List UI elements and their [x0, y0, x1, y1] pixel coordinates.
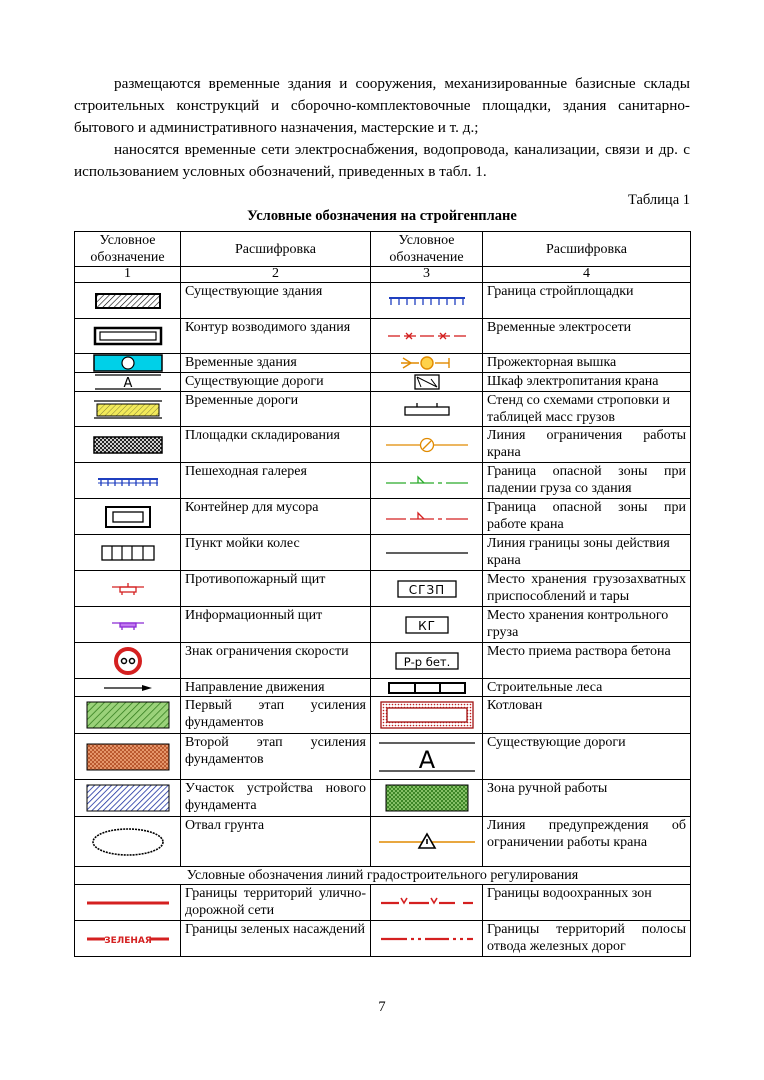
waste-container-symbol — [75, 499, 181, 535]
legend-label: Граница стройплощадки — [483, 283, 691, 319]
kg-label: КГ — [417, 618, 436, 633]
existing-roads-large-symbol — [371, 734, 483, 780]
crane-danger-zone-symbol — [371, 499, 483, 535]
header-meaning-2: Расшифровка — [483, 232, 691, 267]
legend-label: Существующие дороги — [483, 734, 691, 780]
legend-label: Границы территорий улично-дорожной сети — [181, 885, 371, 921]
header-meaning-1: Расшифровка — [181, 232, 371, 267]
info-board-symbol — [75, 607, 181, 643]
paragraph-1: размещаются временные здания и сооружения, механизированные базисные склады строительных конструкций и сборочно-комплектовочные площадки, здания санитарно-бытового и административного назначения, мастерские и т. д.; — [74, 75, 690, 136]
legend-label: Граница опасной зоны при падении груза со здания — [483, 463, 691, 499]
foundation-stage-2-symbol — [75, 734, 181, 780]
paragraph-2: наносятся временные сети электроснабжения, водопровода, канализации, связи и др. с использованием условных обозначений, приведенных в табл. 1. — [74, 141, 690, 180]
table-number: Таблица 1 — [627, 192, 690, 208]
legend-table — [74, 231, 691, 957]
legend-label: Место хранения контрольного груза — [483, 607, 691, 643]
street-network-boundary-symbol — [75, 885, 181, 921]
legend-label: Шкаф электропитания крана — [483, 373, 691, 392]
green-space-boundary-symbol — [75, 921, 181, 957]
control-weight-storage-symbol — [371, 607, 483, 643]
foundation-stage-1-symbol — [75, 697, 181, 734]
page-number: 7 — [378, 999, 386, 1015]
concrete-label: Р-р бет. — [403, 654, 450, 669]
traffic-direction-symbol — [75, 679, 181, 697]
scaffolding-symbol — [371, 679, 483, 697]
legend-label: Граница опасной зоны при работе крана — [483, 499, 691, 535]
legend-label: Существующие здания — [181, 283, 371, 319]
fire-shield-symbol — [75, 571, 181, 607]
legend-label: Временные электросети — [483, 319, 691, 354]
existing-buildings-symbol — [75, 283, 181, 319]
temporary-roads-symbol — [75, 392, 181, 427]
table-title: Условные обозначения на стройгенплане — [247, 208, 517, 224]
legend-label: Линия ограничения работы крана — [483, 427, 691, 463]
legend-label: Отвал грунта — [181, 817, 371, 867]
section-title: Условные обозначения линий градостроительного регулирования — [75, 867, 691, 885]
existing-roads-symbol — [75, 373, 181, 392]
legend-label: Границы территорий полосы отвода железных дорог — [483, 921, 691, 957]
legend-label: Строительные леса — [483, 679, 691, 697]
legend-label: Котлован — [483, 697, 691, 734]
floodlight-tower-symbol — [371, 354, 483, 373]
water-protection-zone-symbol — [371, 885, 483, 921]
legend-label: Участок устройства нового фундамента — [181, 780, 371, 817]
legend-label: Границы зеленых насаждений — [181, 921, 371, 957]
crane-power-cabinet-symbol — [371, 373, 483, 392]
header-symbol-2: Условное обозначение — [371, 232, 483, 267]
road-letter: А — [123, 376, 132, 391]
header-symbol-1: Условное обозначение — [75, 232, 181, 267]
legend-label: Контур возводимого здания — [181, 319, 371, 354]
col-number: 3 — [371, 267, 483, 283]
green-label: ЗЕЛЕНАЯ — [103, 935, 152, 946]
legend-label: Знак ограничения скорости — [181, 643, 371, 679]
temporary-buildings-symbol — [75, 354, 181, 373]
legend-label: Место хранения грузозахватных приспособлений и тары — [483, 571, 691, 607]
speed-limit-sign-symbol — [75, 643, 181, 679]
soil-dump-symbol — [75, 817, 181, 867]
legend-label: Пешеходная галерея — [181, 463, 371, 499]
legend-label: Линия предупреждения об ограничении работы крана — [483, 817, 691, 867]
pedestrian-gallery-symbol — [75, 463, 181, 499]
wheel-wash-symbol — [75, 535, 181, 571]
concrete-reception-symbol — [371, 643, 483, 679]
crane-warning-line-symbol — [371, 817, 483, 867]
legend-label: Направление движения — [181, 679, 371, 697]
legend-label: Границы водоохранных зон — [483, 885, 691, 921]
legend-label: Место приема раствора бетона — [483, 643, 691, 679]
pit-symbol — [371, 697, 483, 734]
legend-label: Линия границы зоны действия крана — [483, 535, 691, 571]
legend-label: Контейнер для мусора — [181, 499, 371, 535]
legend-label: Информационный щит — [181, 607, 371, 643]
legend-label: Первый этап усиления фундаментов — [181, 697, 371, 734]
site-boundary-symbol — [371, 283, 483, 319]
road-letter: А — [418, 745, 435, 774]
temporary-power-lines-symbol — [371, 319, 483, 354]
legend-label: Прожекторная вышка — [483, 354, 691, 373]
lifting-gear-storage-symbol — [371, 571, 483, 607]
legend-label: Противопожарный щит — [181, 571, 371, 607]
building-contour-symbol — [75, 319, 181, 354]
slinging-stand-symbol — [371, 392, 483, 427]
col-number: 1 — [75, 267, 181, 283]
legend-label: Второй этап усиления фундаментов — [181, 734, 371, 780]
col-number: 4 — [483, 267, 691, 283]
legend-label: Стенд со схемами строповки и таблицей масс грузов — [483, 392, 691, 427]
manual-work-zone-symbol — [371, 780, 483, 817]
sgzp-label: СГЗП — [408, 582, 445, 597]
crane-limit-line-symbol — [371, 427, 483, 463]
legend-label: Пункт мойки колес — [181, 535, 371, 571]
legend-label: Площадки складирования — [181, 427, 371, 463]
legend-label: Временные дороги — [181, 392, 371, 427]
legend-label: Зона ручной работы — [483, 780, 691, 817]
storage-areas-symbol — [75, 427, 181, 463]
building-fall-danger-zone-symbol — [371, 463, 483, 499]
railway-right-of-way-symbol — [371, 921, 483, 957]
col-number: 2 — [181, 267, 371, 283]
legend-label: Временные здания — [181, 354, 371, 373]
new-foundation-area-symbol — [75, 780, 181, 817]
crane-reach-line-symbol — [371, 535, 483, 571]
legend-label: Существующие дороги — [181, 373, 371, 392]
